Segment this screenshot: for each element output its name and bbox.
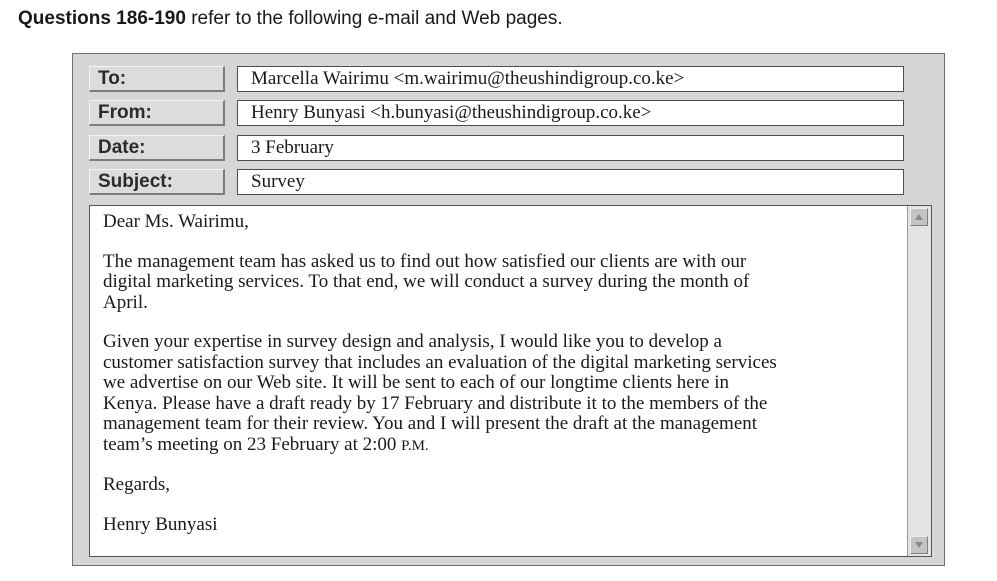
paragraph-2-line: we advertise on our Web site. It will be sent to each of our longtime clients here in xyxy=(103,372,729,393)
paragraph-1-line: April. xyxy=(103,291,148,313)
scroll-down-arrow-icon xyxy=(915,542,923,548)
paragraph-1-line: The management team has asked us to find out how satisfied our clients are with our xyxy=(103,250,747,272)
scroll-up-button[interactable] xyxy=(910,208,928,226)
meeting-time-suffix: P.M. xyxy=(401,437,429,454)
paragraph-2-line: Given your expertise in survey design and analysis, I would like you to develop a xyxy=(103,331,722,352)
date-field[interactable]: 3 February xyxy=(237,135,904,161)
message-text xyxy=(103,212,903,554)
paragraph-2 xyxy=(103,332,903,456)
closing: Regards, xyxy=(103,474,171,495)
scroll-down-button[interactable] xyxy=(910,536,928,554)
paragraph-1 xyxy=(103,252,903,314)
paragraph-2-line: customer satisfaction survey that includes an evaluation of the digital marketing services xyxy=(103,351,777,373)
email-window xyxy=(72,53,945,566)
paragraph-1-line: digital marketing services. To that end, we will conduct a survey during the month of xyxy=(103,271,750,292)
signature: Henry Bunyasi xyxy=(103,513,218,535)
scroll-up-arrow-icon xyxy=(915,214,923,220)
subject-field[interactable]: Survey xyxy=(237,169,904,195)
from-field[interactable]: Henry Bunyasi <h.bunyasi@theushindigroup.co.ke> xyxy=(237,100,904,126)
paragraph-2-line: team’s meeting on 23 February at 2:00 xyxy=(103,433,402,455)
to-label: To: xyxy=(89,66,225,92)
vertical-scrollbar[interactable] xyxy=(907,206,931,556)
date-label: Date: xyxy=(89,135,225,161)
subject-label: Subject: xyxy=(89,169,225,195)
to-field[interactable]: Marcella Wairimu <m.wairimu@theushindigroup.co.ke> xyxy=(237,66,904,92)
greeting: Dear Ms. Wairimu, xyxy=(103,211,249,232)
paragraph-2-line: management team for their review. You and I will present the draft at the management xyxy=(103,413,758,434)
message-body[interactable] xyxy=(89,205,932,557)
from-label: From: xyxy=(89,100,225,126)
instructions-text: refer to the following e-mail and Web pages. xyxy=(185,8,563,29)
instructions xyxy=(18,8,563,30)
question-range: Questions 186-190 xyxy=(18,8,186,29)
paragraph-2-line: Kenya. Please have a draft ready by 17 February and distribute it to the members of the xyxy=(103,392,768,414)
